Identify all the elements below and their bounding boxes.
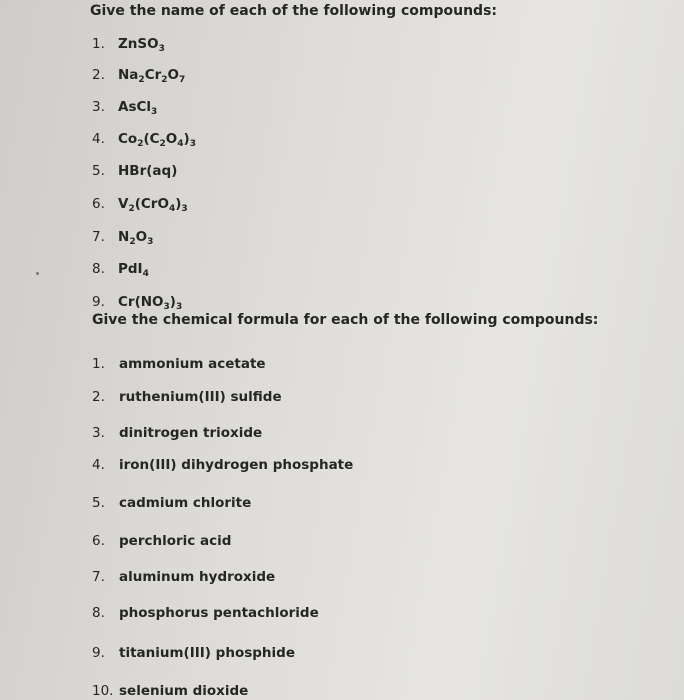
item-number: 1.	[92, 356, 105, 372]
item-number: 6.	[92, 196, 105, 212]
item-number: 8.	[92, 605, 105, 621]
compound-name: selenium dioxide	[119, 683, 249, 699]
formula-subscript: 3	[147, 237, 154, 247]
item-number: 2.	[92, 67, 105, 83]
formula-text: Zn	[118, 36, 138, 52]
part2-item	[92, 457, 353, 473]
formula-subscript: 2	[137, 139, 144, 149]
formula-subscript: 3	[151, 107, 158, 117]
formula-subscript: 4	[177, 139, 184, 149]
compound-name: aluminum hydroxide	[119, 569, 276, 585]
part2-item	[92, 495, 251, 511]
formula-subscript: 2	[161, 75, 168, 85]
item-number: 8.	[92, 261, 105, 277]
formula-subscript: 3	[175, 302, 183, 312]
part1-item	[92, 261, 149, 279]
item-number: 7.	[92, 229, 105, 245]
compound-formula	[118, 261, 149, 279]
compound-name: cadmium chlorite	[119, 495, 252, 511]
formula-text: (CrO	[134, 196, 169, 212]
item-number: 3.	[92, 425, 105, 441]
formula-subscript: 2	[128, 204, 135, 214]
item-number: 4.	[92, 457, 105, 473]
formula-subscript: 3	[189, 139, 196, 149]
formula-text: )	[175, 196, 182, 212]
compound-name: iron(III) dihydrogen phosphate	[119, 457, 354, 473]
item-number: 1.	[92, 36, 105, 52]
item-number: 9.	[92, 294, 105, 310]
item-number: 4.	[92, 131, 105, 147]
formula-text: AsCl	[118, 99, 152, 115]
formula-text: O	[135, 229, 148, 245]
formula-text: Co	[118, 131, 138, 147]
formula-subscript: 4	[142, 269, 149, 279]
part1-item	[92, 229, 153, 247]
compound-name: dinitrogen trioxide	[119, 425, 263, 441]
formula-text: )	[169, 294, 176, 310]
formula-text: Na	[118, 67, 139, 83]
compound-name: perchloric acid	[119, 533, 232, 549]
compound-formula	[118, 163, 177, 179]
formula-text: )	[183, 131, 190, 147]
part2-item	[92, 683, 248, 699]
formula-subscript: 3	[181, 204, 188, 214]
compound-name: phosphorus pentachloride	[119, 605, 319, 621]
compound-formula	[118, 294, 182, 312]
formula-text: S	[137, 36, 148, 52]
item-number: 5.	[92, 495, 105, 511]
part1-item	[92, 196, 188, 214]
part1-item	[92, 36, 165, 54]
formula-subscript: 3	[158, 44, 165, 54]
item-number: 10.	[92, 683, 114, 699]
formula-text: Cr(NO	[118, 294, 164, 310]
compound-formula	[118, 196, 188, 214]
part2-item	[92, 425, 262, 441]
part2-item	[92, 645, 295, 661]
speck-mark	[36, 272, 39, 275]
formula-subscript: 2	[159, 139, 166, 149]
part2-item	[92, 605, 319, 621]
part2-item	[92, 533, 231, 549]
part1-item	[92, 163, 177, 179]
item-number: 3.	[92, 99, 105, 115]
compound-formula	[118, 36, 165, 54]
formula-subscript: 2	[129, 237, 136, 247]
formula-text: HBr(aq)	[118, 163, 178, 179]
formula-text: N	[118, 229, 130, 245]
compound-name: titanium(III) phosphide	[119, 645, 295, 661]
formula-text: O	[165, 131, 178, 147]
part2-item	[92, 356, 266, 372]
formula-text: O	[167, 67, 180, 83]
formula-text: (C	[143, 131, 160, 147]
compound-name: ruthenium(III) sulfide	[119, 389, 282, 405]
formula-text: O	[147, 36, 159, 52]
compound-formula	[118, 131, 196, 149]
item-number: 7.	[92, 569, 105, 585]
part1-item	[92, 294, 182, 312]
part1-heading: Give the name of each of the following compounds:	[90, 3, 498, 19]
compound-name: ammonium acetate	[119, 356, 266, 372]
formula-subscript: 2	[138, 75, 145, 85]
formula-subscript: 7	[179, 75, 186, 85]
compound-formula	[118, 99, 157, 117]
part1-item	[92, 131, 196, 149]
part2-heading: Give the chemical formula for each of the following compounds:	[92, 312, 599, 328]
part1-item	[92, 99, 157, 117]
formula-subscript: 3	[163, 302, 170, 312]
item-number: 5.	[92, 163, 105, 179]
formula-text: Cr	[144, 67, 162, 83]
part2-item	[92, 569, 275, 585]
formula-text: PdI	[118, 261, 143, 277]
formula-subscript: 4	[168, 204, 176, 214]
item-number: 6.	[92, 533, 105, 549]
item-number: 2.	[92, 389, 105, 405]
part2-item	[92, 389, 282, 405]
item-number: 9.	[92, 645, 105, 661]
compound-formula	[118, 67, 185, 85]
formula-text: V	[118, 196, 129, 212]
compound-formula	[118, 229, 153, 247]
part1-item	[92, 67, 185, 85]
